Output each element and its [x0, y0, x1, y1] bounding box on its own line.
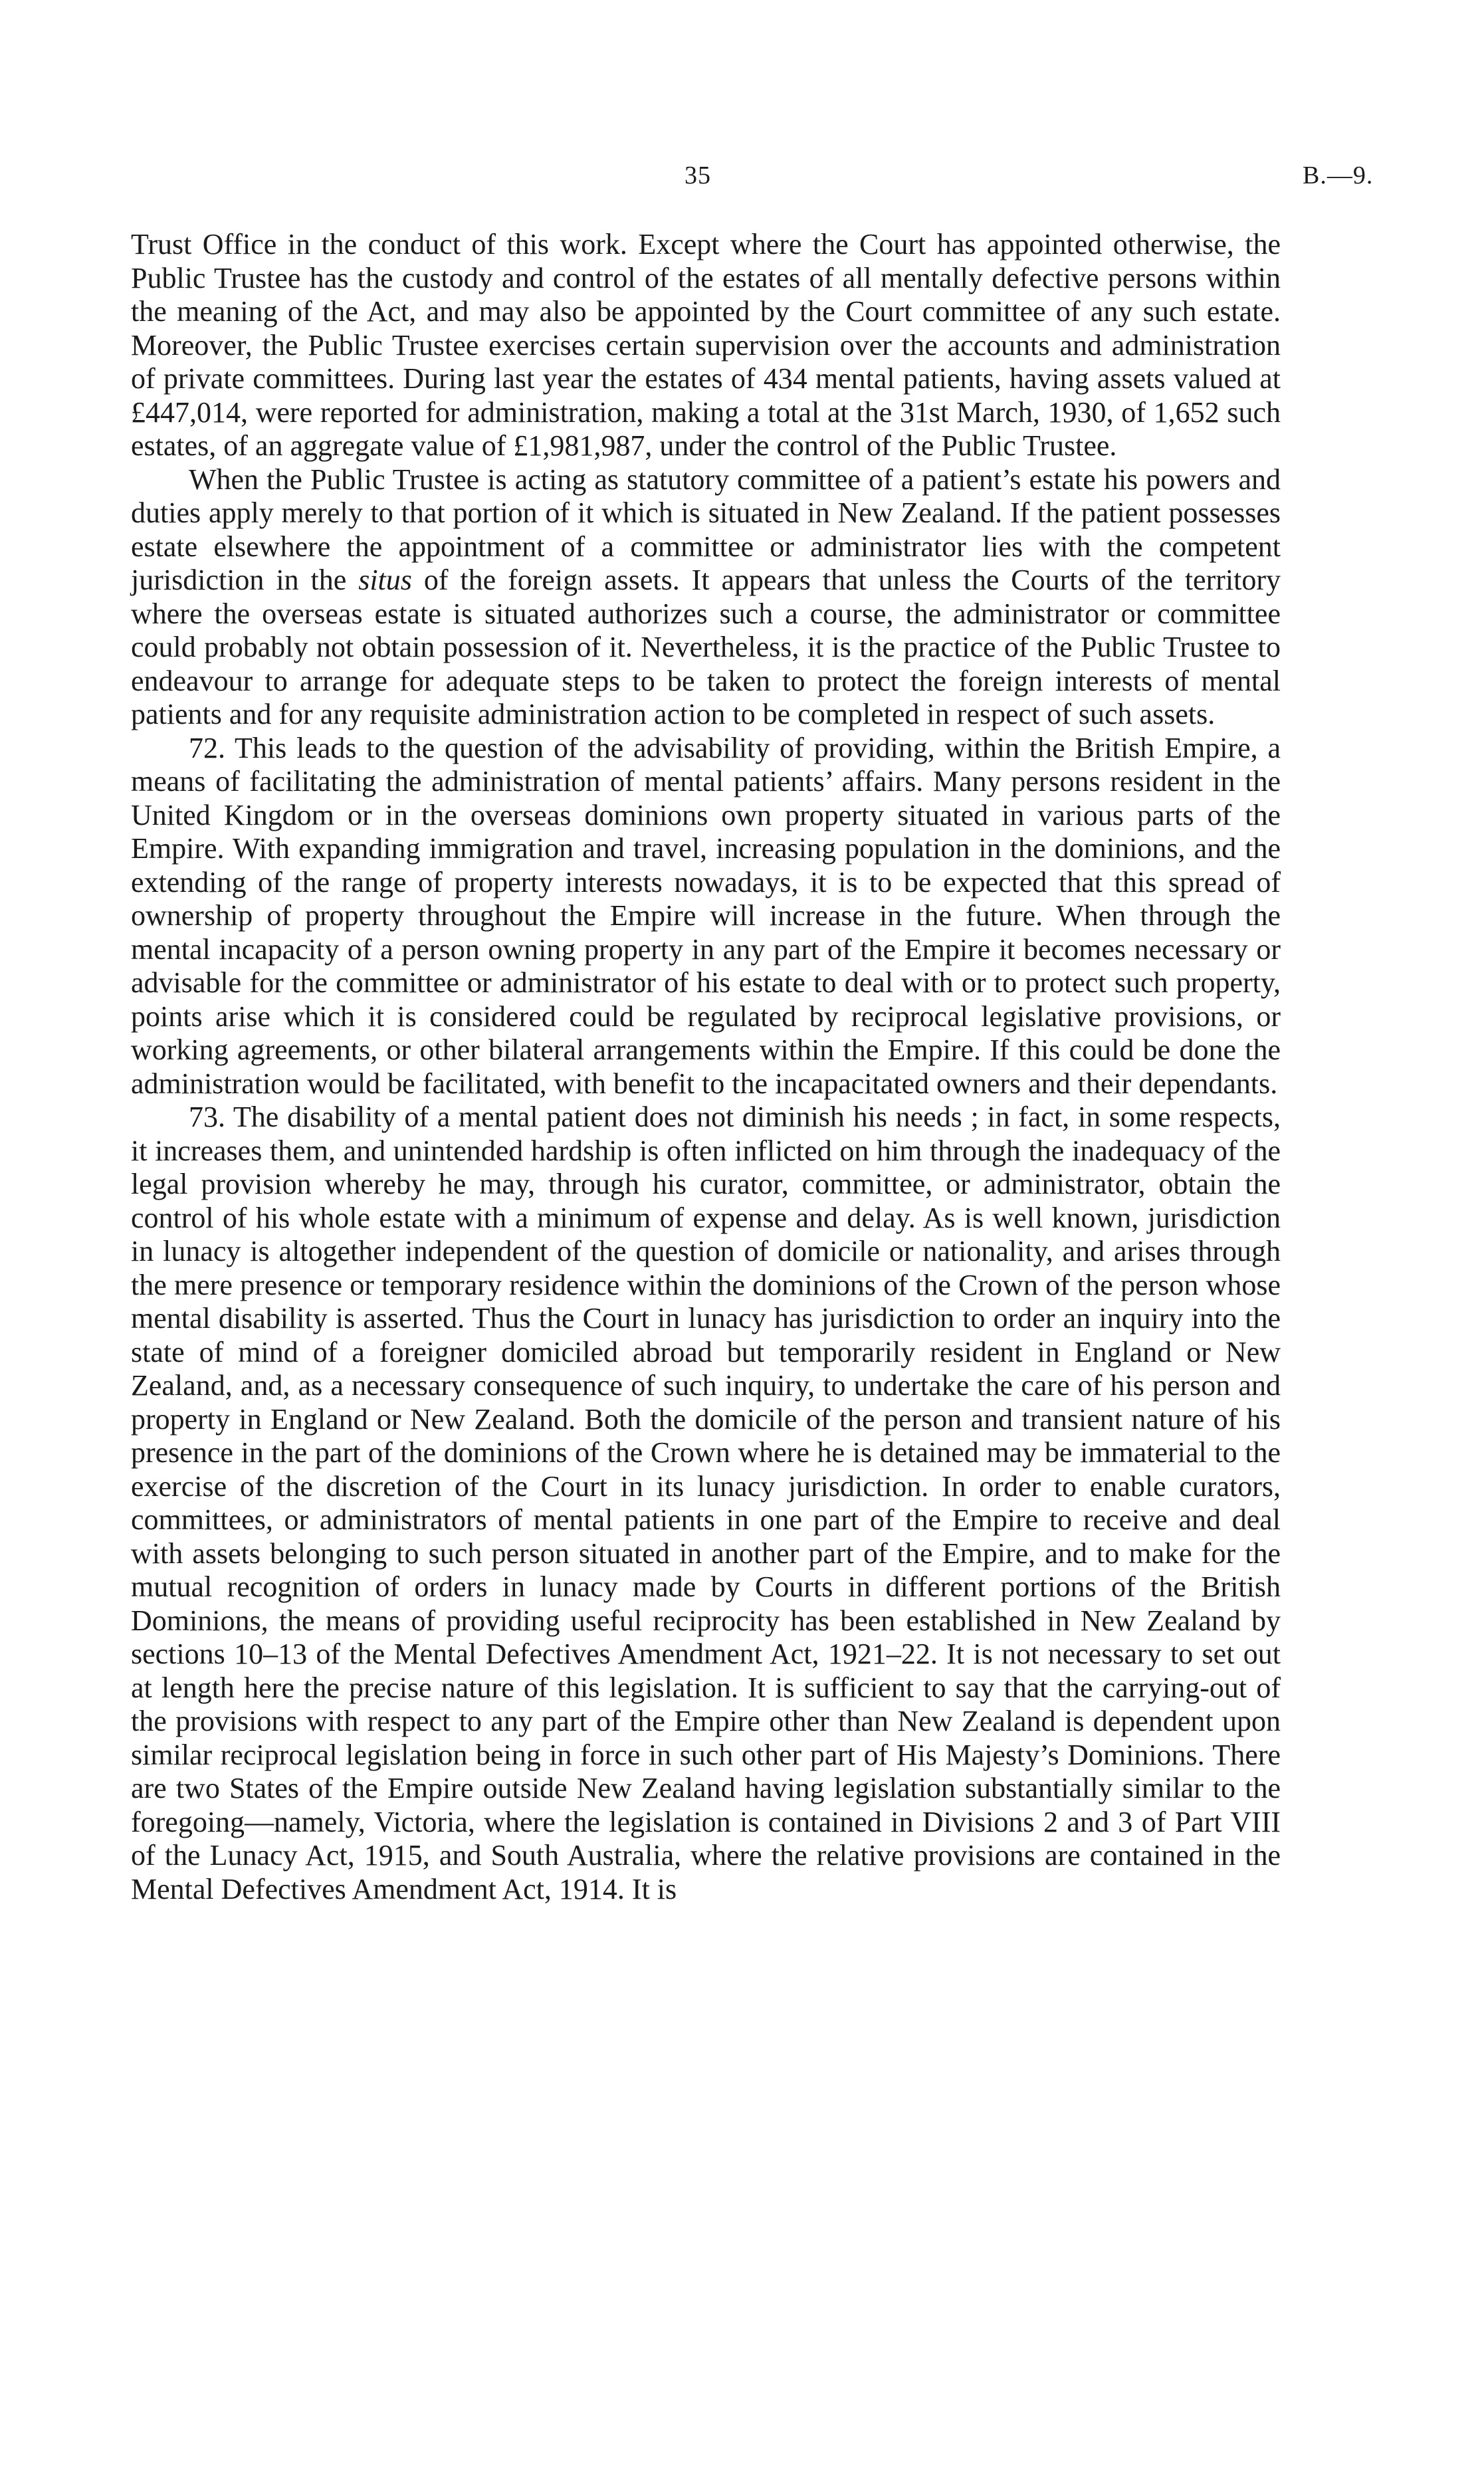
paragraph-text: Trust Office in the conduct of this work. Except where the Court has appointed otherwise, the Public Trustee has the custody and control of the estates of all mentally defective persons within the meaning of the Act, and may also be appointed by the Court committee of any such estate. Moreover, the Public Trustee exercises certain supervision over the accounts and administration of private committees. During last year the estates of 434 mental patients, having assets valued at £447,014, were reported for administration, making a total at the 31st March, 1930, of 1,652 such estates, of an aggregate value of £1,981,987, under the control of the Public Trustee. — [131, 228, 1281, 462]
paragraph-statutory-committee — [131, 463, 1281, 732]
italic-term-situs: situs — [358, 564, 412, 596]
page-number: 35 — [685, 161, 711, 189]
paragraph-text: of the foreign assets. It appears that unless the Courts of the territory where the overseas estate is situated authorizes such a course, the administrator or committee could probably not obtain possession of it. Nevertheless, it is the practice of the Public Trustee to endeavour to arrange for adequate steps to be taken to protect the foreign interests of mental patients and for any requisite administration action to be completed in respect of such assets. — [131, 564, 1281, 730]
paragraph-text: When the Public Trustee is acting as statutory committee of a patient’s estate his powers and duties apply merely to that portion of it which is situated in New Zealand. If the patient possesses estate elsewhere the appointment of a committee or administrator lies with the competent jurisdiction in the — [131, 463, 1281, 596]
document-reference: B.—9. — [1303, 161, 1374, 189]
paragraph-73 — [131, 1101, 1281, 1906]
body-text — [131, 228, 1281, 1906]
paragraph-72 — [131, 732, 1281, 1101]
paragraph-trust-office — [131, 228, 1281, 463]
paragraph-text: 73. The disability of a mental patient does not diminish his needs ; in fact, in some respects, it increases them, and unintended hardship is often inflicted on him through the inadequacy of the legal provision whereby he may, through his curator, committee, or administrator, obtain the control of his whole estate with a minimum of expense and delay. As is well known, jurisdiction in lunacy is altogether independent of the question of domicile or nationality, and arises through the mere presence or temporary residence within the dominions of the Crown of the person whose mental disability is asserted. Thus the Court in lunacy has jurisdiction to order an inquiry into the state of mind of a foreigner domiciled abroad but temporarily resident in England or New Zealand, and, as a necessary consequence of such inquiry, to undertake the care of his person and property in England or New Zealand. Both the domicile of the person and transient nature of his presence in the part of the dominions of the Crown where he is detained may be immaterial to the exercise of the discretion of the Court in its lunacy jurisdiction. In order to enable curators, committees, or administrators of mental patients in one part of the Empire to receive and deal with assets belonging to such person situated in another part of the Empire, and to make for the mutual recognition of orders in lunacy made by Courts in different portions of the British Dominions, the means of providing useful reciprocity has been established in New Zealand by sections 10–13 of the Mental Defectives Amendment Act, 1921–22. It is not necessary to set out at length here the precise nature of this legislation. It is sufficient to say that the carrying-out of the provisions with respect to any part of the Empire other than New Zealand is dependent upon similar reciprocal legislation being in force in such other part of His Majesty’s Dominions. There are two States of the Empire outside New Zealand having legislation substantially similar to the foregoing—namely, Victoria, where the legislation is contained in Divisions 2 and 3 of Part VIII of the Lunacy Act, 1915, and South Australia, where the relative provisions are contained in the Mental Defectives Amendment Act, 1914. It is — [131, 1101, 1281, 1905]
paragraph-text: 72. This leads to the question of the advisability of providing, within the British Empire, a means of facilitating the administration of mental patients’ affairs. Many persons resident in the United Kingdom or in the overseas dominions own property situated in various parts of the Empire. With expanding immigration and travel, increasing population in the dominions, and the extending of the range of property interests nowadays, it is to be expected that this spread of ownership of property throughout the Empire will increase in the future. When through the mental incapacity of a person owning property in any part of the Empire it becomes necessary or advisable for the committee or administrator of his estate to deal with or to protect such property, points arise which it is considered could be regulated by reciprocal legislative provisions, or working agreements, or other bilateral arrangements within the Empire. If this could be done the administration would be facilitated, with benefit to the incapacitated owners and their dependants. — [131, 731, 1281, 1100]
